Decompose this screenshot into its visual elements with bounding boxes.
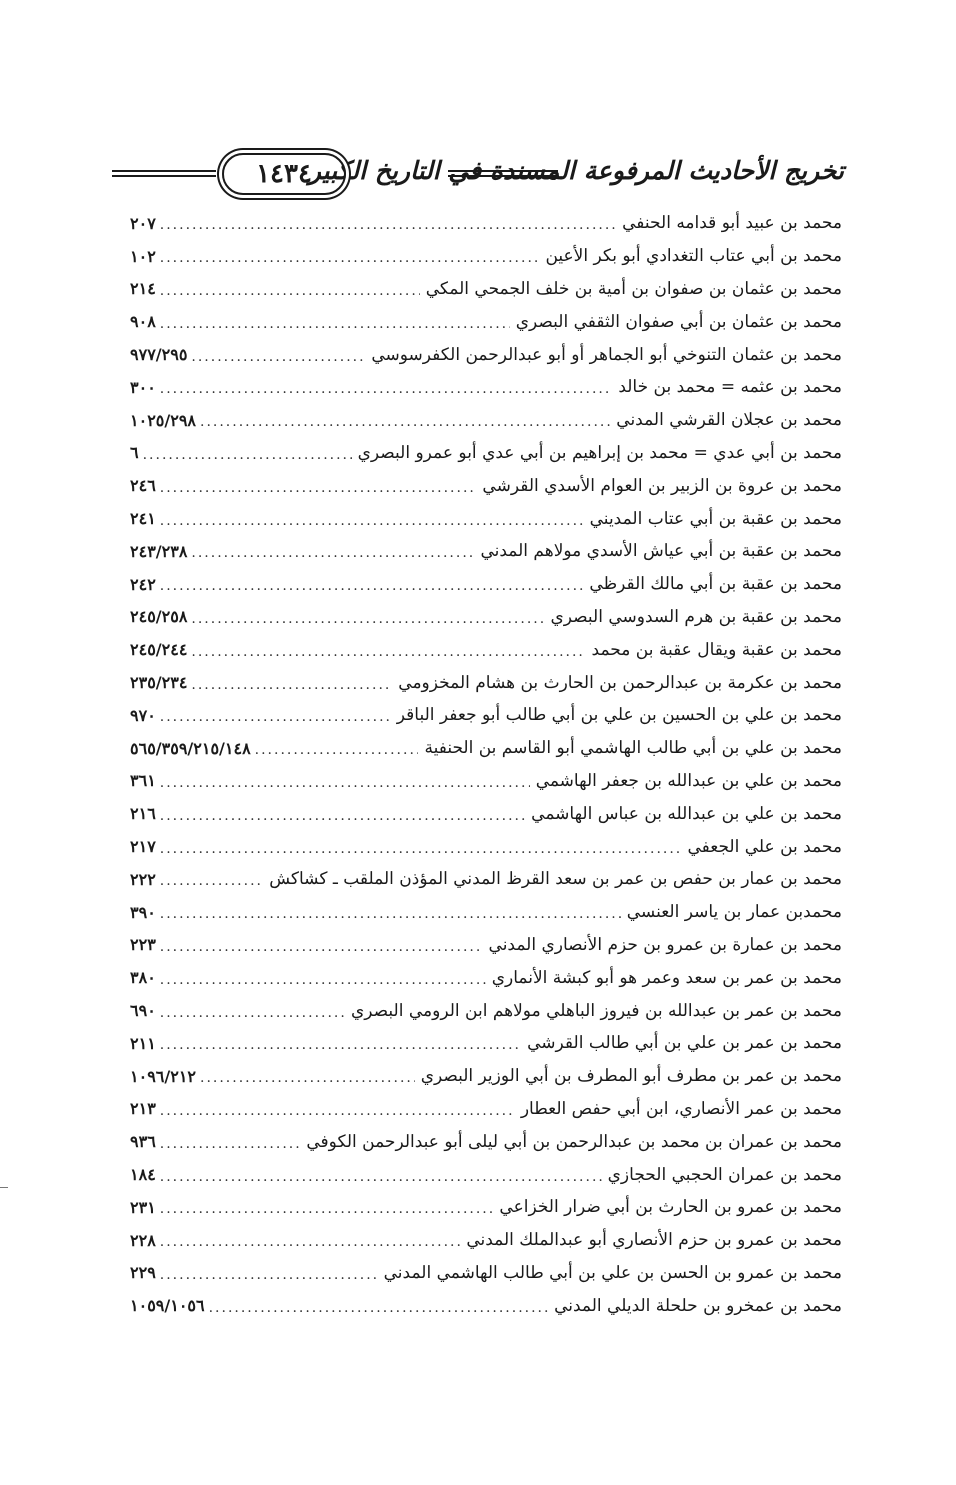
entry-name: محمد بن عثمان التنوخي أبو الجماهر أو أبو عبدالرحمن الكفرسوسي xyxy=(371,344,842,365)
entry-page-refs: ٢٣٥/٢٣٤ xyxy=(130,673,188,693)
entry-name: محمد بن عجلان القرشي المدني xyxy=(616,410,842,431)
entry-page-refs: ٢٤٢ xyxy=(130,574,156,594)
entry-page-refs: ٩٠٨ xyxy=(130,312,156,332)
dot-leader xyxy=(160,1198,494,1216)
header-rule-left xyxy=(112,170,216,177)
page-number-badge: ١٤٣٤ xyxy=(222,153,346,195)
entry-name: محمد بن عثمان بن صفوان بن أمية بن خلف الجمحي المكي xyxy=(425,278,842,299)
index-entry xyxy=(130,961,842,994)
index-entry xyxy=(130,1027,842,1060)
dot-leader xyxy=(160,1034,521,1052)
entry-page-refs: ٢٠٧ xyxy=(130,213,156,233)
index-entry xyxy=(130,1224,842,1257)
entry-page-refs: ٢١٧ xyxy=(130,837,156,857)
dot-leader xyxy=(200,411,610,429)
dot-leader xyxy=(160,280,420,298)
entry-name: محمد بن عقبة بن أبي عياش الأسدي مولاهم المدني xyxy=(480,541,842,562)
index-entry xyxy=(130,502,842,535)
entry-name: محمد بن عكرمة بن عبدالرحمن بن الحارث بن هشام المخزومي xyxy=(398,672,842,693)
entry-page-refs: ٢٤٦ xyxy=(130,476,156,496)
index-entry xyxy=(130,1060,842,1093)
entry-name: محمد بن عمر بن عبدالله بن فيروز الباهلي مولاهم ابن الرومي البصري xyxy=(351,1000,842,1021)
dot-leader xyxy=(160,214,616,232)
dot-leader xyxy=(160,936,483,954)
index-entry xyxy=(130,765,842,798)
entry-page-refs: ٢١٣ xyxy=(130,1099,156,1119)
dot-leader xyxy=(255,739,419,757)
book-title: تخريج الأحاديث المرفوعة المسندة في التاريخ الكبير xyxy=(308,156,844,185)
entry-page-refs: ٩٧٧/٢٩٥ xyxy=(130,345,188,365)
index-entry xyxy=(130,404,842,437)
entry-page-refs: ٢٤٣/٢٣٨ xyxy=(130,541,188,561)
entry-page-refs: ١٠٢ xyxy=(130,246,156,266)
entry-page-refs: ٩٧٠ xyxy=(130,705,156,725)
entry-name: محمد بن عمرو بن حزم الأنصاري أبو عبدالملك المدني xyxy=(466,1230,842,1251)
entry-page-refs: ٢١٦ xyxy=(130,804,156,824)
dot-leader xyxy=(160,510,584,528)
entry-page-refs: ٢٢٨ xyxy=(130,1230,156,1250)
entry-page-refs: ٥٦٥/٣٥٩/٢١٥/١٤٨ xyxy=(130,738,251,758)
entry-page-refs: ٢٢٩ xyxy=(130,1263,156,1283)
entry-name: محمد بن عبيد أبو قدامه الحنفي xyxy=(622,213,842,234)
index-entry xyxy=(130,863,842,896)
index-entry xyxy=(130,207,842,240)
entry-page-refs: ٦ xyxy=(130,443,139,463)
entry-name: محمد بن عروة بن الزبير بن العوام الأسدي القرشي xyxy=(482,475,842,496)
dot-leader xyxy=(160,1231,461,1249)
entry-page-refs: ٢٤٥/٢٤٤ xyxy=(130,640,188,660)
index-entry xyxy=(130,1158,842,1191)
dot-leader xyxy=(160,903,621,921)
index-entry xyxy=(130,732,842,765)
entry-name: محمد بن علي بن عبدالله بن جعفر الهاشمي xyxy=(535,770,842,791)
header-rule xyxy=(448,170,558,177)
index-entry xyxy=(130,994,842,1027)
dot-leader xyxy=(191,641,585,659)
dot-leader xyxy=(160,870,263,888)
entry-name: محمد بن عمران الحجبي الحجازي xyxy=(607,1164,842,1185)
index-entry xyxy=(130,896,842,929)
entry-name: محمد بن عمر بن علي بن أبي طالب القرشي xyxy=(527,1033,842,1054)
entry-page-refs: ٢١١ xyxy=(130,1033,156,1053)
margin-mark xyxy=(0,1187,8,1188)
entry-page-refs: ١٠٩٦/٢١٢ xyxy=(130,1066,196,1086)
entry-name: محمد بن عثمان بن أبي صفوان الثقفي البصري xyxy=(515,311,842,332)
dot-leader xyxy=(143,444,352,462)
dot-leader xyxy=(191,674,392,692)
entry-name: محمد بن أبي عتاب التغدادي أبو بكر الأعين xyxy=(545,246,842,267)
dot-leader xyxy=(191,346,365,364)
dot-leader xyxy=(160,378,613,396)
dot-leader xyxy=(160,706,391,724)
dot-leader xyxy=(160,772,530,790)
index-entry xyxy=(130,1191,842,1224)
entry-page-refs: ٢٢٣ xyxy=(130,935,156,955)
entry-name: محمد بن عمارة بن عمرو بن حزم الأنصاري المدني xyxy=(488,934,842,955)
entry-name: محمد بن عمران بن محمد بن عبدالرحمن بن أبي ليلى أبو عبدالرحمن الكوفي xyxy=(306,1131,842,1152)
dot-leader xyxy=(191,542,474,560)
index-entry xyxy=(130,273,842,306)
entry-name: محمد بن عمرو بن الحسن بن علي بن أبي طالب الهاشمي المدني xyxy=(383,1262,842,1283)
index-entry xyxy=(130,699,842,732)
index-list xyxy=(130,207,842,1322)
entry-page-refs: ٣٦١ xyxy=(130,771,156,791)
entry-name: محمد بن عثمه = محمد بن خالد xyxy=(618,377,842,398)
entry-page-refs: ٢٤٥/٢٥٨ xyxy=(130,607,188,627)
dot-leader xyxy=(160,477,477,495)
dot-leader xyxy=(160,1166,602,1184)
entry-page-refs: ٣٨٠ xyxy=(130,968,156,988)
dot-leader xyxy=(160,575,584,593)
dot-leader xyxy=(160,247,540,265)
entry-page-refs: ٢٤١ xyxy=(130,509,156,529)
entry-page-refs: ٦٩٠ xyxy=(130,1001,156,1021)
dot-leader xyxy=(200,1067,415,1085)
entry-page-refs: ٩٣٦ xyxy=(130,1132,156,1152)
index-entry xyxy=(130,240,842,273)
entry-name: محمد بن عمرو بن الحارث بن أبي ضرار الخزاعي xyxy=(499,1197,842,1218)
dot-leader xyxy=(160,805,525,823)
entry-page-refs: ١٠٢٥/٢٩٨ xyxy=(130,410,196,430)
index-entry xyxy=(130,1289,842,1322)
dot-leader xyxy=(160,1002,345,1020)
entry-page-refs: ١٨٤ xyxy=(130,1165,156,1184)
entry-name: محمد بن علي بن أبي طالب الهاشمي أبو القاسم بن الحنفية xyxy=(424,738,842,759)
entry-name: محمدبن عمار بن ياسر العنسي xyxy=(626,902,842,923)
entry-page-refs: ٣٠٠ xyxy=(130,377,156,397)
entry-name: محمد بن عمار بن حفص بن عمر بن سعد القرظ المدني المؤذن الملقب ـ كشاكش xyxy=(269,869,842,890)
index-entry xyxy=(130,535,842,568)
index-entry xyxy=(130,1125,842,1158)
index-entry xyxy=(130,666,842,699)
index-entry xyxy=(130,437,842,470)
entry-name: محمد بن أبي عدي = محمد بن إبراهيم بن أبي عدي أبو عمرو البصري xyxy=(357,442,842,463)
page-header xyxy=(112,150,844,198)
entry-name: محمد بن عقبة ويقال عقبة بن محمد xyxy=(591,639,842,660)
dot-leader xyxy=(209,1297,549,1315)
entry-name: محمد بن عقبة بن هرم السدوسي البصري xyxy=(550,606,842,627)
index-entry xyxy=(130,568,842,601)
entry-name: محمد بن علي بن عبدالله بن عباس الهاشمي xyxy=(531,803,842,824)
index-entry xyxy=(130,797,842,830)
index-entry xyxy=(130,371,842,404)
index-entry xyxy=(130,338,842,371)
dot-leader xyxy=(160,838,682,856)
entry-page-refs: ٢١٤ xyxy=(130,279,156,299)
entry-name: محمد بن عمر الأنصاري، ابن أبي حفص العطار xyxy=(520,1098,842,1119)
index-entry xyxy=(130,830,842,863)
entry-page-refs: ١٠٥٩/١٠٥٦ xyxy=(130,1296,205,1316)
entry-name: محمد بن علي بن الحسين بن علي بن أبي طالب أبو جعفر الباقر xyxy=(396,705,842,726)
index-entry xyxy=(130,601,842,634)
dot-leader xyxy=(160,1133,301,1151)
index-entry xyxy=(130,1093,842,1126)
dot-leader xyxy=(160,969,486,987)
entry-name: محمد بن عمخرو بن حلحلة الديلي المدني xyxy=(554,1295,842,1316)
entry-name: محمد بن عمر بن مطرف أبو المطرف بن أبي الوزير البصري xyxy=(420,1066,842,1087)
entry-page-refs: ٢٣١ xyxy=(130,1197,156,1217)
entry-name: محمد بن عقبة بن أبي مالك القرظي xyxy=(589,574,842,595)
dot-leader xyxy=(160,313,510,331)
index-entry xyxy=(130,469,842,502)
entry-name: محمد بن عقبة بن أبي عتاب المديني xyxy=(589,508,842,529)
index-entry xyxy=(130,305,842,338)
dot-leader xyxy=(160,1100,515,1118)
index-entry xyxy=(130,1257,842,1290)
entry-page-refs: ٢٢٢ xyxy=(130,869,156,889)
index-entry xyxy=(130,929,842,962)
entry-page-refs: ٣٩٠ xyxy=(130,902,156,922)
index-entry xyxy=(130,633,842,666)
dot-leader xyxy=(191,608,544,626)
entry-name: محمد بن علي الجعفي xyxy=(687,836,842,857)
entry-name: محمد بن عمر بن سعد وعمر هو أبو كبشة الأنماري xyxy=(491,967,842,988)
dot-leader xyxy=(160,1264,378,1282)
